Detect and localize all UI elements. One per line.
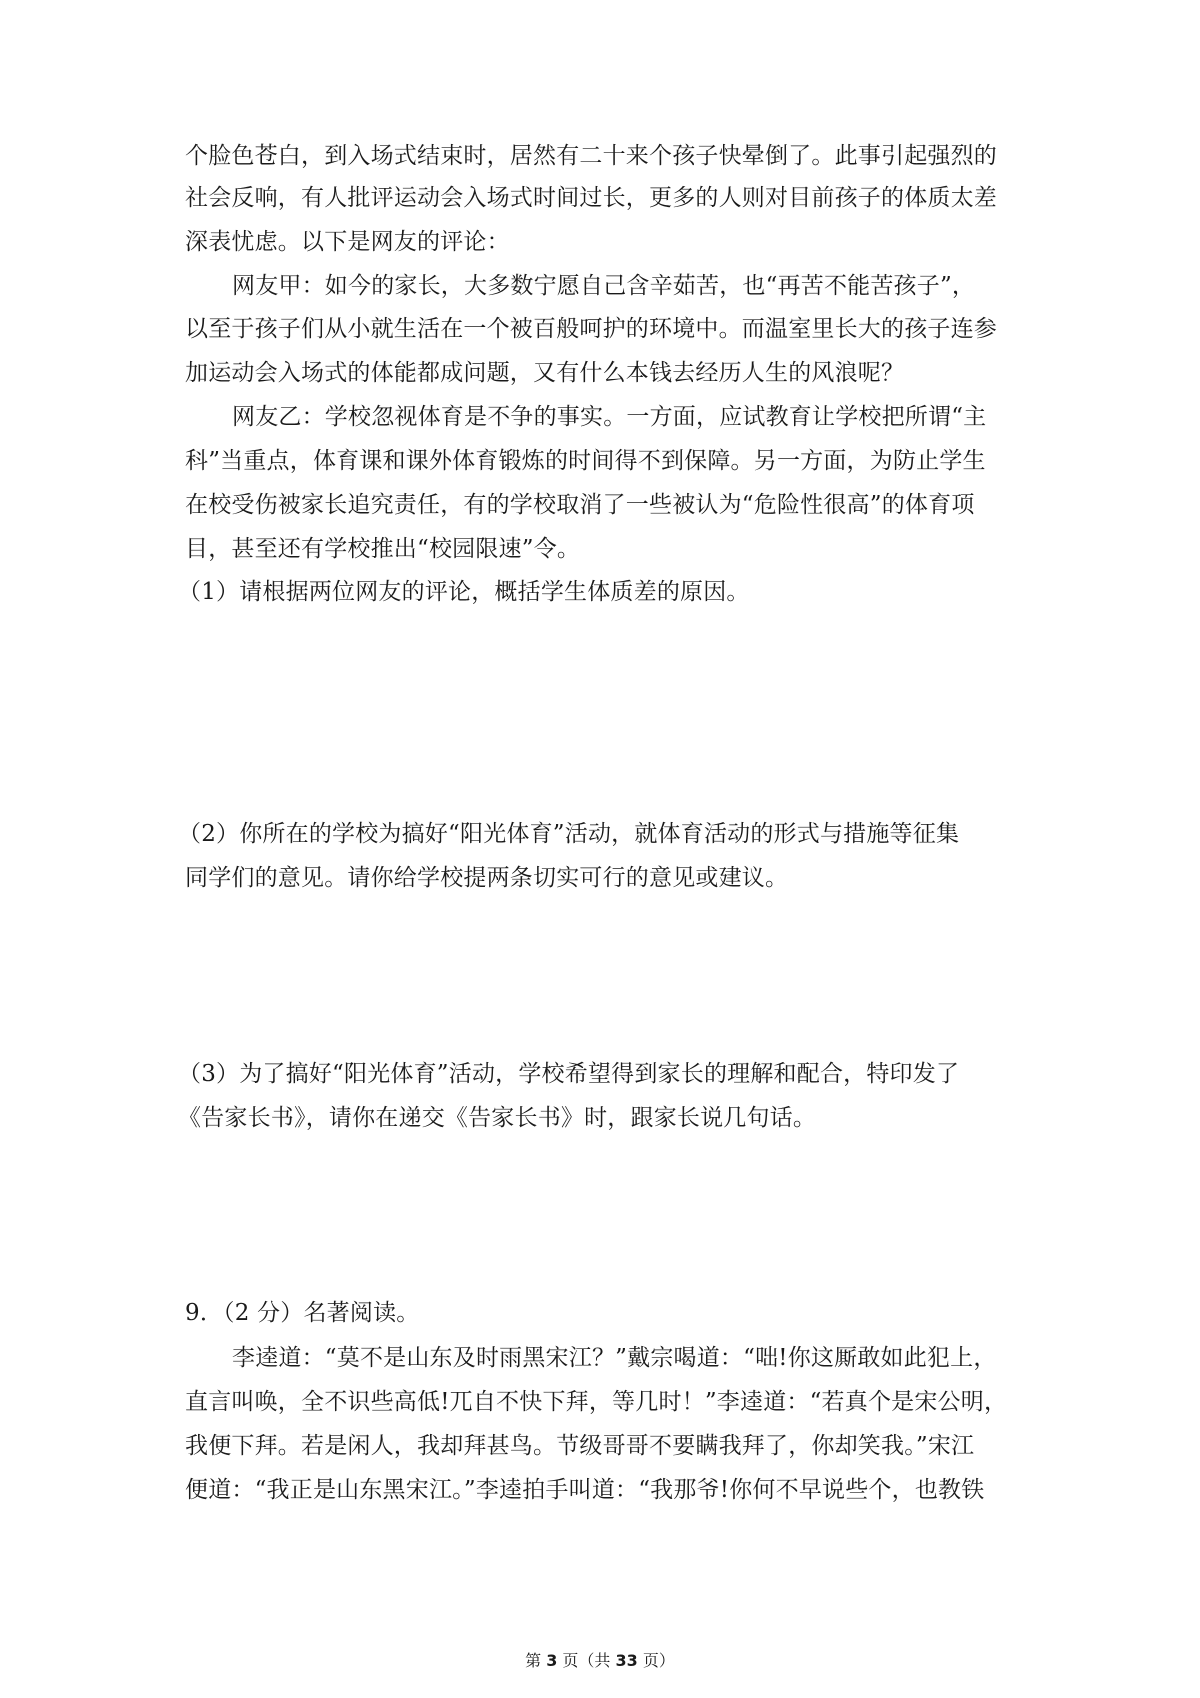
question-9-line: 我便下拜。若是闲人，我却拜甚鸟。节级哥哥不要瞒我拜了，你却笑我。”宋江 [185, 1433, 975, 1459]
question-2-line: （2）你所在的学校为搞好“阳光体育”活动，就体育活动的形式与措施等征集 [178, 821, 960, 847]
question-3-line: 《告家长书》，请你在递交《告家长书》时，跟家长说几句话。 [178, 1105, 817, 1131]
question-9-heading: 9．（2 分）名著阅读。 [185, 1300, 420, 1326]
passage-line: 社会反响，有人批评运动会入场式时间过长，更多的人则对目前孩子的体质太差 [185, 185, 997, 211]
footer-page-number: 3 [546, 1651, 558, 1670]
question-9-line: 李逵道：“莫不是山东及时雨黑宋江？”戴宗喝道：“咄!你这厮敢如此犯上， [232, 1345, 997, 1371]
netizen-b-line: 目，甚至还有学校推出“校园限速”令。 [185, 536, 581, 562]
footer-middle: 页（共 [557, 1651, 616, 1670]
question-9-line: 直言叫唤，全不识些高低!兀自不快下拜，等几时！”李逵道：“若真个是宋公明， [185, 1389, 1008, 1415]
footer-total-pages: 33 [615, 1651, 638, 1670]
passage-line: 深表忧虑。以下是网友的评论： [185, 229, 510, 255]
netizen-a-line: 以至于孩子们从小就生活在一个被百般呵护的环境中。而温室里长大的孩子连参 [185, 316, 997, 342]
question-3-line: （3）为了搞好“阳光体育”活动，学校希望得到家长的理解和配合，特印发了 [178, 1061, 960, 1087]
netizen-b-line: 在校受伤被家长追究责任，有的学校取消了一些被认为“危险性很高”的体育项 [185, 492, 975, 518]
footer-prefix: 第 [525, 1651, 547, 1670]
netizen-b-line: 科”当重点，体育课和课外体育锻炼的时间得不到保障。另一方面，为防止学生 [185, 448, 986, 474]
netizen-a-line: 网友甲：如今的家长，大多数宁愿自己含辛茹苦，也“再苦不能苦孩子”， [232, 273, 976, 299]
passage-line: 个脸色苍白，到入场式结束时，居然有二十来个孩子快晕倒了。此事引起强烈的 [185, 143, 997, 169]
netizen-a-line: 加运动会入场式的体能都成问题，又有什么本钱去经历人生的风浪呢？ [185, 360, 905, 386]
netizen-b-line: 网友乙：学校忽视体育是不争的事实。一方面，应试教育让学校把所谓“主 [232, 404, 987, 430]
question-2-line: 同学们的意见。请你给学校提两条切实可行的意见或建议。 [185, 865, 789, 891]
question-9-line: 便道：“我正是山东黑宋江。”李逵拍手叫道：“我那爷!你何不早说些个，也教铁 [185, 1477, 985, 1503]
question-1: （1）请根据两位网友的评论，概括学生体质差的原因。 [178, 579, 750, 605]
footer-suffix: 页） [637, 1651, 675, 1670]
page-footer [0, 1650, 1200, 1672]
